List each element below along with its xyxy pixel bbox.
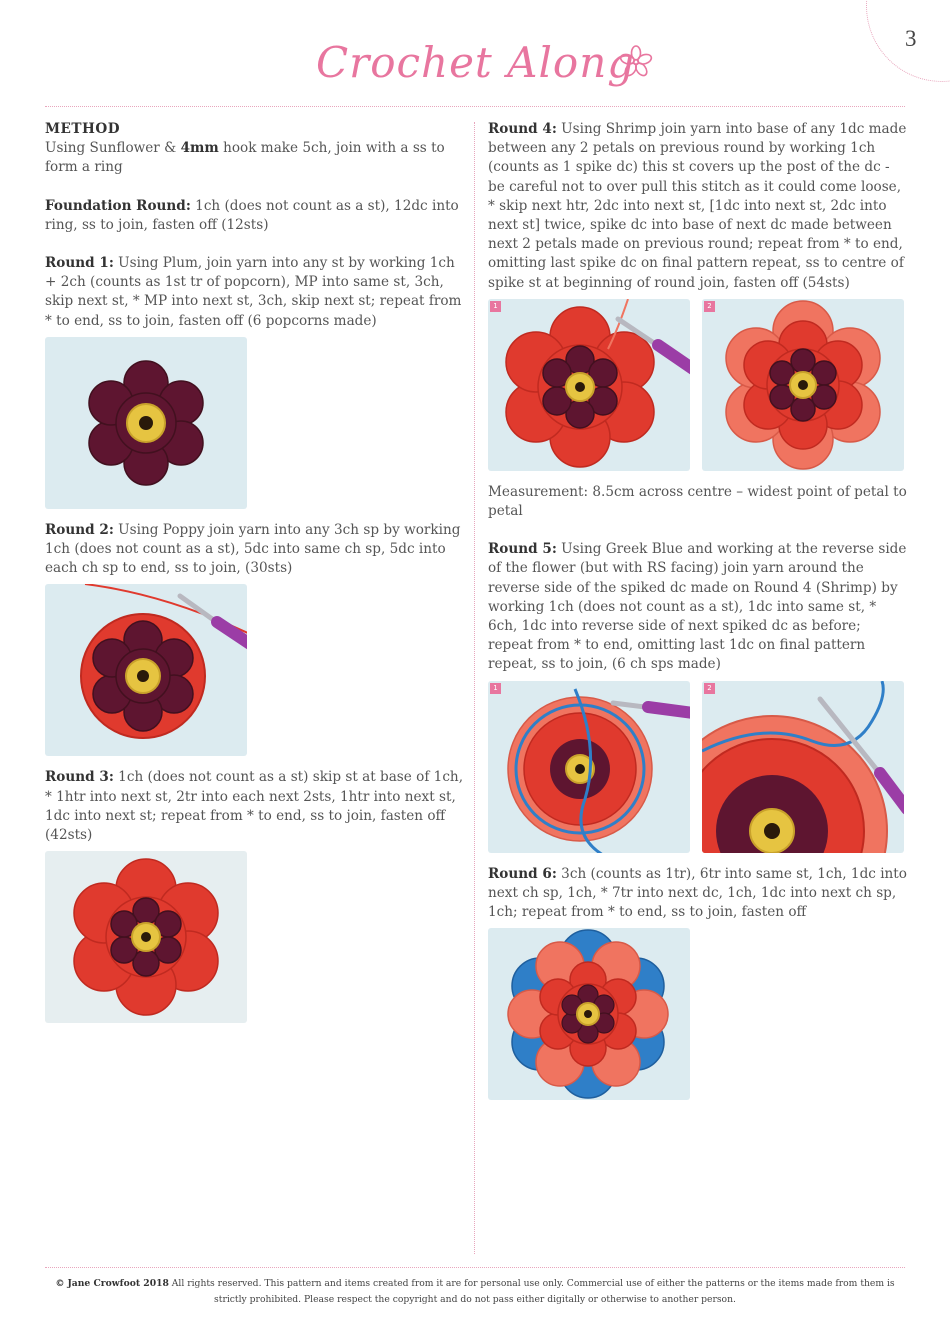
round-4-photo-1 <box>488 299 690 471</box>
method-text: Using Sunflower & 4mm hook make 5ch, join with a ss to form a ring <box>45 140 445 176</box>
measurement-text: Measurement: 8.5cm across centre – widest point of petal to petal <box>488 483 907 520</box>
round-4-photo-2 <box>702 299 904 471</box>
round-2-text: Round 2: Using Poppy join yarn into any 3ch sp by working 1ch (does not count as a st), 5dc into same ch sp, 5dc into each ch sp to end, ss to join, (30sts) <box>45 521 461 577</box>
round-4-photos <box>488 299 908 471</box>
round-6-photo <box>488 928 690 1100</box>
page-title: Crochet Along <box>316 38 636 87</box>
footer-line-2: strictly prohibited. Please respect the copyright and do not pass either digitally or otherwise to another person. <box>214 1294 736 1305</box>
round-5-photo-1 <box>488 681 690 853</box>
round-3-text: Round 3: 1ch (does not count as a st) skip st at base of 1ch, * 1htr into next st, 2tr into each next 2sts, 1htr into next st, 1dc into next st; repeat from * to end, ss to join, fasten off (42sts) <box>45 769 464 844</box>
method-heading: METHOD <box>45 121 120 137</box>
left-column <box>45 120 463 1035</box>
photo-tag: 2 <box>704 301 715 312</box>
hook-size: 4mm <box>180 140 219 157</box>
round-5-text: Round 5: Using Greek Blue and working at the reverse side of the flower (but with RS facing) join yarn around the reverse side of the spiked dc made on Round 4 (Shrimp) by working 1ch (does not count as a st), 1dc into same st, * 6ch, 1dc into reverse side of next spiked dc as before; repeat from * to end, omitting last 1dc on final pattern repeat, ss to join, (6 ch sps made) <box>488 541 907 673</box>
footer-line-1: © Jane Crowfoot 2018 All rights reserved. This pattern and items created from it are for personal use only. Commercial use of either the patterns or the items made from them is <box>55 1278 895 1289</box>
round-3-photo <box>45 851 247 1023</box>
round-5-photo-2 <box>702 681 904 853</box>
round-1-text: Round 1: Using Plum, join yarn into any st by working 1ch + 2ch (counts as 1st tr of popcorn), MP into same st, 3ch, skip next st, * MP into next st, 3ch, skip next st; repeat from * to end, ss to join, fasten off (6 popcorns made) <box>45 255 462 329</box>
header-divider <box>45 106 905 107</box>
copyright-footer <box>45 1276 905 1308</box>
round-4-text: Round 4: Using Shrimp join yarn into base of any 1dc made between any 2 petals on previous round by working 1ch (counts as 1 spike dc) this st covers up the post of the dc - be careful not to over pull this stitch as it could come loose, * skip next htr, 2dc into next st, [1dc into next st, 2dc into next st] twice, spike dc into base of next dc made between next 2 petals made on previous round; repeat from * to end, omitting last spike dc on final pattern repeat, ss to centre of spike st at beginning of round join, fasten off (54sts) <box>488 121 907 291</box>
round-5-photos <box>488 681 908 853</box>
column-divider <box>474 122 475 1254</box>
photo-tag: 2 <box>704 683 715 694</box>
page-number: 3 <box>905 26 917 51</box>
round-2-photo <box>45 584 247 756</box>
round-1-photo <box>45 337 247 509</box>
footer-divider <box>45 1267 905 1268</box>
round-6-text: Round 6: 3ch (counts as 1tr), 6tr into same st, 1ch, 1dc into next ch sp, 1ch, * 7tr into next dc, 1ch, 1dc into next ch sp, 1ch; repeat from * to end, ss to join, fasten off <box>488 865 907 921</box>
photo-tag: 1 <box>490 301 501 312</box>
footer-author: Jane Crowfoot 2018 <box>67 1278 169 1289</box>
right-column <box>488 120 908 1112</box>
photo-tag: 1 <box>490 683 501 694</box>
foundation-round: Foundation Round: 1ch (does not count as a st), 12dc into ring, ss to join, fasten off (12sts) <box>45 197 459 233</box>
flower-icon <box>618 44 654 80</box>
